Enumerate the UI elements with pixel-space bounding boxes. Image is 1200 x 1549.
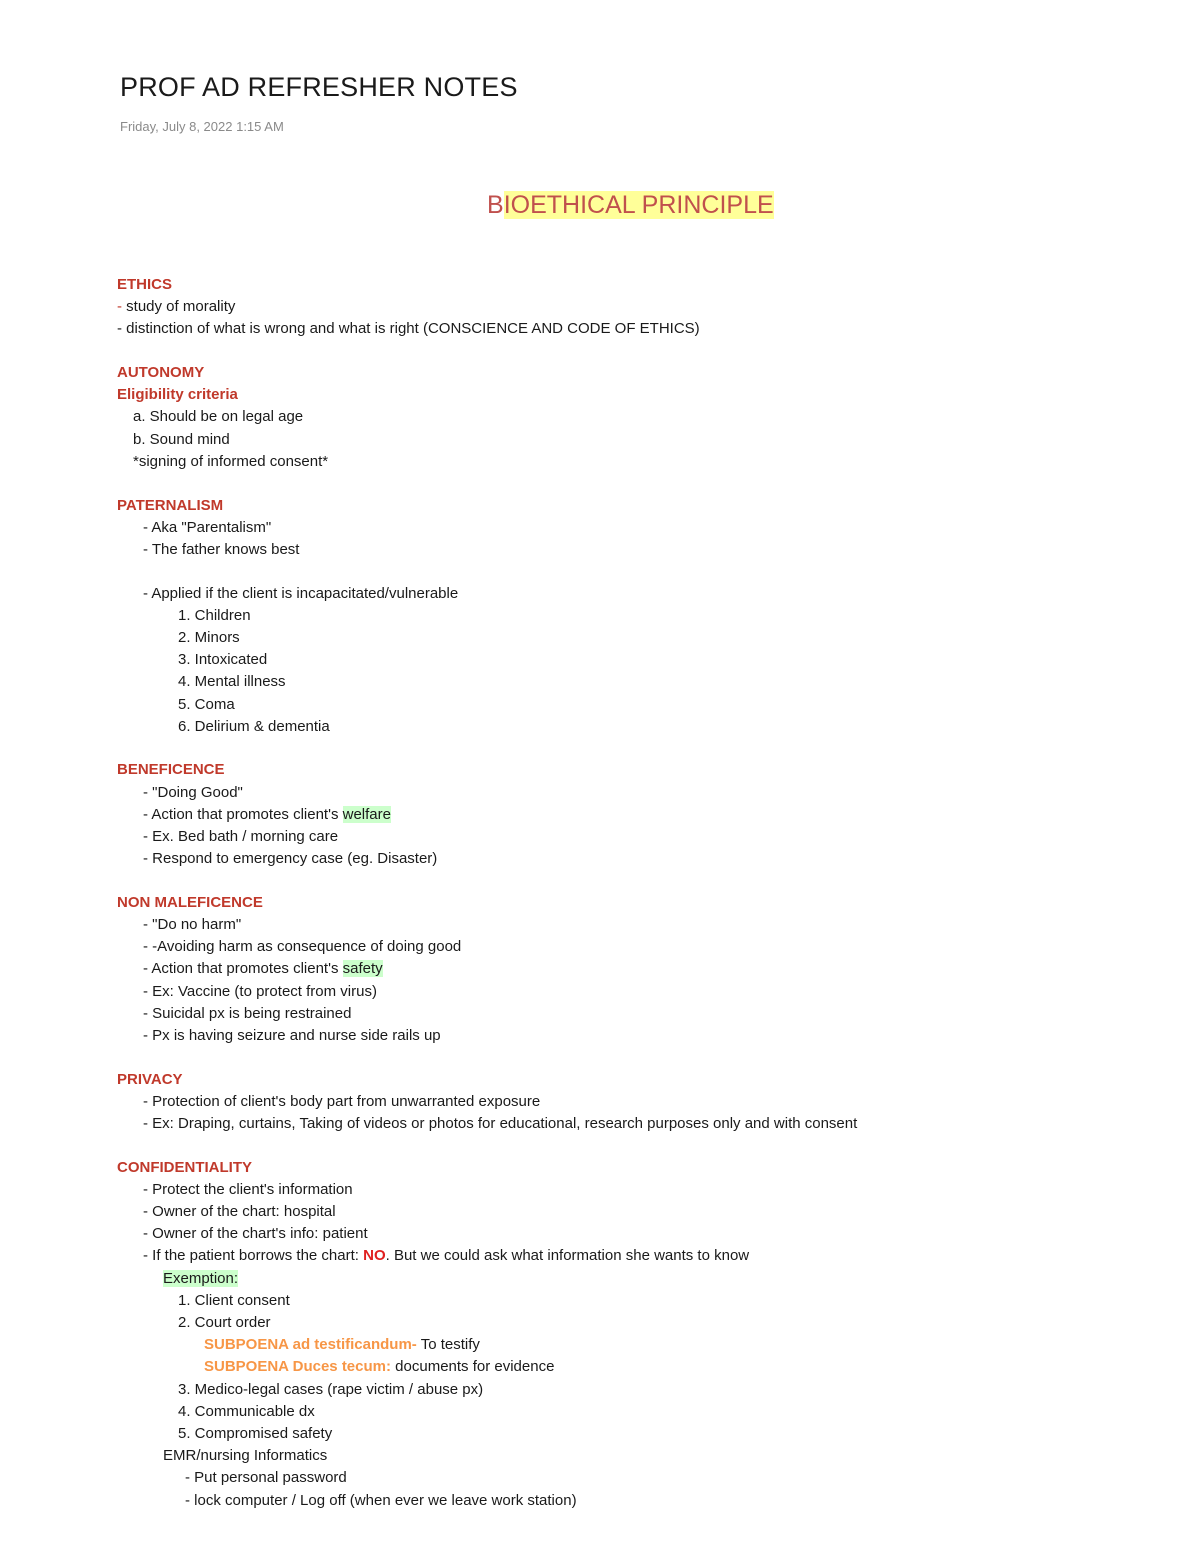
autonomy-subtitle: Eligibility criteria — [117, 386, 238, 404]
paternalism-title: PATERNALISM — [117, 496, 224, 514]
subpoena-label: SUBPOENA ad testificandum- — [204, 1336, 417, 1354]
subpoena-text: To testify — [416, 1336, 480, 1354]
ethics-item-text: study of morality — [122, 298, 236, 316]
beneficence-title: BENEFICENCE — [117, 761, 225, 779]
autonomy-title: AUTONOMY — [117, 364, 205, 382]
notes-content — [117, 274, 1177, 1512]
emr-title: EMR/nursing Informatics — [163, 1447, 328, 1465]
nonmaleficence-item: - Ex: Vaccine (to protect from virus) — [143, 982, 377, 1000]
paternalism-list-item: 6. Delirium & dementia — [178, 717, 330, 735]
ethics-item: - distinction of what is wrong and what is right (CONSCIENCE AND CODE OF ETHICS) — [117, 320, 700, 338]
nonmaleficence-item-text: - Action that promotes client's — [143, 960, 343, 978]
confidentiality-item — [117, 1245, 1177, 1267]
ethics-item — [117, 296, 1177, 318]
exemption-item: 3. Medico-legal cases (rape victim / abuse px) — [178, 1380, 484, 1398]
autonomy-item: a. Should be on legal age — [133, 408, 304, 426]
exemption-item: 5. Compromised safety — [178, 1424, 333, 1442]
emr-item: - Put personal password — [185, 1469, 347, 1487]
confidentiality-title: CONFIDENTIALITY — [117, 1158, 252, 1176]
heading-highlighted: IOETHICAL PRINCIPLE — [503, 191, 774, 219]
ethics-title: ETHICS — [117, 276, 173, 293]
page-title: PROF AD REFRESHER NOTES — [120, 72, 518, 102]
beneficence-item-text: - Action that promotes client's — [143, 805, 343, 823]
borrow-text: - If the patient borrows the chart: — [143, 1247, 364, 1265]
welfare-highlight: welfare — [342, 805, 391, 823]
exemption-item: 1. Client consent — [178, 1291, 290, 1309]
nonmaleficence-title: NON MALEFICENCE — [117, 893, 263, 911]
beneficence-item: - Ex. Bed bath / morning care — [143, 827, 339, 845]
beneficence-item — [117, 804, 1177, 826]
beneficence-item: - "Doing Good" — [143, 783, 243, 801]
subpoena-item — [117, 1334, 1177, 1356]
page-date: Friday, July 8, 2022 1:15 AM — [120, 119, 284, 134]
nonmaleficence-item: - -Avoiding harm as consequence of doing good — [143, 938, 462, 956]
paternalism-list-item: 4. Mental illness — [178, 673, 286, 691]
nonmaleficence-item — [117, 958, 1177, 980]
no-emphasis: NO — [363, 1247, 386, 1265]
confidentiality-item: - Owner of the chart's info: patient — [143, 1225, 368, 1243]
paternalism-list-item: 3. Intoxicated — [178, 651, 268, 669]
autonomy-item: b. Sound mind — [133, 430, 230, 448]
nonmaleficence-item: - Suicidal px is being restrained — [143, 1004, 352, 1022]
confidentiality-item: - Owner of the chart: hospital — [143, 1203, 336, 1221]
confidentiality-item: - Protect the client's information — [143, 1180, 353, 1198]
paternalism-list-item: 2. Minors — [178, 628, 240, 646]
exemption-line — [117, 1268, 1177, 1290]
ethics-dash: - — [117, 298, 122, 316]
paternalism-item: - The father knows best — [143, 540, 300, 558]
paternalism-item: - Aka "Parentalism" — [143, 518, 272, 536]
safety-highlight: safety — [342, 960, 383, 978]
paternalism-list-item: 1. Children — [178, 606, 251, 624]
autonomy-item: *signing of informed consent* — [133, 452, 329, 470]
privacy-title: PRIVACY — [117, 1070, 183, 1088]
subpoena-text: documents for evidence — [391, 1358, 555, 1376]
nonmaleficence-item: - "Do no harm" — [143, 916, 242, 933]
section-heading — [487, 191, 774, 220]
paternalism-list-item: 5. Coma — [178, 695, 235, 713]
subpoena-label: SUBPOENA Duces tecum: — [204, 1358, 391, 1376]
subpoena-item — [117, 1356, 1177, 1378]
privacy-item: - Protection of client's body part from unwarranted exposure — [143, 1092, 541, 1110]
paternalism-applied: - Applied if the client is incapacitated/vulnerable — [143, 584, 459, 602]
heading-first-letter: B — [487, 191, 504, 219]
beneficence-item: - Respond to emergency case (eg. Disaster) — [143, 850, 438, 868]
emr-item: - lock computer / Log off (when ever we leave work station) — [185, 1491, 577, 1509]
borrow-text-post: . But we could ask what information she wants to know — [385, 1247, 750, 1265]
nonmaleficence-item: - Px is having seizure and nurse side rails up — [143, 1026, 441, 1044]
exemption-item: 2. Court order — [178, 1314, 271, 1331]
exemption-item: 4. Communicable dx — [178, 1402, 315, 1420]
exemption-label: Exemption: — [163, 1269, 239, 1287]
privacy-item: - Ex: Draping, curtains, Taking of videos or photos for educational, research purposes only and with consent — [143, 1115, 858, 1132]
